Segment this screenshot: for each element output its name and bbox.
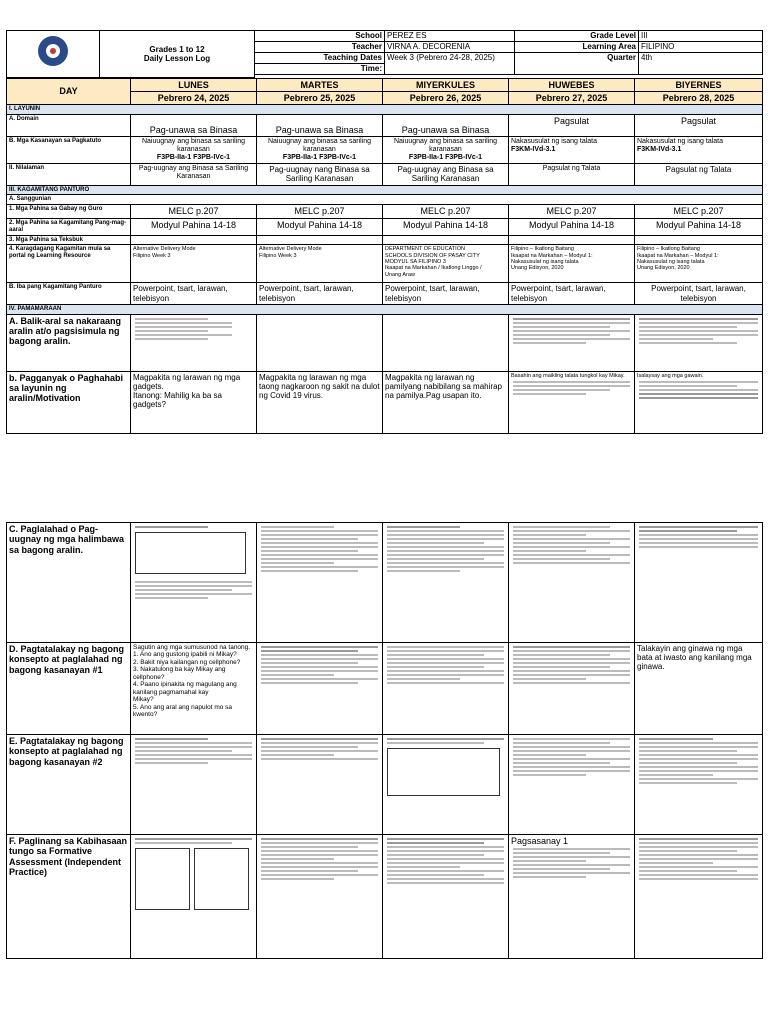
domain-mon: Pag-unawa sa Binasa [131, 115, 257, 137]
pagganyak-thu [509, 371, 635, 433]
day-name-wed: MIYERKULES [383, 78, 509, 91]
teksbuk-fri [635, 235, 763, 245]
nilalaman-tue: Pag-uugnay nang Binasa sa Sariling Karanasan [257, 164, 383, 185]
pagtatalakay-1-thu-image [509, 643, 635, 735]
paglalahad-mon-image [131, 523, 257, 643]
gabay-wed: MELC p.207 [383, 205, 509, 218]
pagtatalakay-1-tue-image [257, 643, 383, 735]
grade-level-label: Grade Level [515, 31, 639, 42]
pagganyak-wed: Magpakita ng larawan ng pamilyang nabibilang sa mahirap na pamilya.Pag usapan ito. [383, 371, 509, 433]
day-name-mon: LUNES [131, 78, 257, 91]
teksbuk-wed [383, 235, 509, 245]
kagamitang-wed: Modyul Pahina 14-18 [383, 218, 509, 235]
kasanayan-code: F3KM-IVd-3.1 [637, 146, 682, 154]
kasanayan-mon [131, 137, 257, 164]
nilalaman-wed: Pag-uugnay ang Binasa sa Sariling Karanasan [383, 164, 509, 185]
domain-wed: Pag-unawa sa Binasa [383, 115, 509, 137]
kagamitang-thu: Modyul Pahina 14-18 [509, 218, 635, 235]
label-domain: A. Domain [7, 115, 131, 137]
section-layunin: I. LAYUNIN [7, 105, 763, 115]
section-sanggunian: A. Sanggunian [7, 195, 763, 205]
nilalaman-mon: Pag-uugnay ang Binasa sa Sariling Karanasan [131, 164, 257, 185]
page-one [0, 30, 768, 434]
learning-area-value: FILIPINO [639, 42, 763, 53]
teaching-dates-value: Week 3 (Pebrero 24-28, 2025) [385, 53, 515, 75]
gabay-tue: MELC p.207 [257, 205, 383, 218]
label-pagtatalakay-1: D. Pagtatalakay ng bagong konsepto at paglalahad ng bagong kasanayan #1 [7, 643, 131, 735]
pagtatalakay-2-tue-image [257, 735, 383, 835]
quarter-label: Quarter [515, 53, 639, 75]
iba-pang-thu: Powerpoint, tsart, larawan, telebisyon [509, 283, 635, 304]
time-label: Time: [255, 64, 385, 75]
paglinang-fri-image [635, 835, 763, 959]
pagganyak-mon: Magpakita ng larawan ng mga gadgets. Itanong: Mahilig ka ba sa gadgets? [131, 371, 257, 433]
balik-aral-wed [383, 314, 509, 371]
paglalahad-tue-image [257, 523, 383, 643]
day-date-wed: Pebrero 26, 2025 [383, 91, 509, 104]
label-gabay: 1. Mga Pahina sa Gabay ng Guro [7, 205, 131, 218]
pagtatalakay-1-mon: Sagutin ang mga sumusunod na tanong. 1. Ano ang gustong ipabili ni Mikay? 2. Bakit niya kailangan ng cellphone? 3. Nakatulong ba kay Mikay ang cellphone? 4. Paano ipinakita ng magulang ang kanilang pagmamahal kay Mikay? 5. Ano ang aral ang napulot mo sa kwento? [131, 643, 257, 735]
nilalaman-thu: Pagsulat ng Talata [509, 164, 635, 185]
pagtatalakay-2-thu-image [509, 735, 635, 835]
paglalahad-fri-image [635, 523, 763, 643]
kasanayan-code: F3KM-IVd-3.1 [511, 146, 556, 154]
day-date-mon: Pebrero 24, 2025 [131, 91, 257, 104]
karagdagang-mon: Alternative Delivery Mode Filipino Week 3 [131, 245, 257, 283]
pagtatalakay-2-wed-image [383, 735, 509, 835]
deped-logo-cell [7, 31, 100, 78]
kasanayan-code: F3PB-IIa-1 F3PB-IVc-1 [282, 154, 357, 162]
kasanayan-code: F3PB-IIa-1 F3PB-IVc-1 [156, 154, 231, 162]
label-paglinang: F. Paglinang sa Kabihasaan tungo sa Formative Assessment (Independent Practice) [7, 835, 131, 959]
pagganyak-fri-text: Isalaysay ang mga gawain. [637, 372, 704, 379]
balik-aral-thu-image [509, 314, 635, 371]
gabay-fri: MELC p.207 [635, 205, 763, 218]
label-karagdagang: 4. Karagdagang Kagamitan mula sa portal ng Learning Resource [7, 245, 131, 283]
kasanayan-tue [257, 137, 383, 164]
title-dll: Daily Lesson Log [143, 53, 211, 63]
pagtatalakay-2-mon-image [131, 735, 257, 835]
lesson-table [6, 78, 763, 434]
kagamitang-tue: Modyul Pahina 14-18 [257, 218, 383, 235]
pagganyak-fri [635, 371, 763, 433]
pagtatalakay-2-fri-image [635, 735, 763, 835]
label-pagtatalakay-2: E. Pagtatalakay ng bagong konsepto at paglalahad ng bagong kasanayan #2 [7, 735, 131, 835]
kasanayan-text: Naiuugnay ang binasa sa sariling karanasan [393, 138, 498, 154]
teksbuk-thu [509, 235, 635, 245]
kasanayan-text: Naiuugnay ang binasa sa sariling karanasan [267, 138, 372, 154]
gabay-thu: MELC p.207 [509, 205, 635, 218]
pagganyak-tue: Magpakita ng larawan ng mga taong nagkaroon ng sakit na dulot ng Covid 19 virus. [257, 371, 383, 433]
teacher-value: VIRNA A. DECORENIA [385, 42, 515, 53]
title-cell [100, 31, 255, 78]
domain-thu: Pagsulat [509, 115, 635, 137]
paglinang-mon-image [131, 835, 257, 959]
day-name-thu: HUWEBES [509, 78, 635, 91]
day-name-tue: MARTES [257, 78, 383, 91]
paglinang-thu [509, 835, 635, 959]
karagdagang-tue: Alternative Delivery Mode Filipino Week 3 [257, 245, 383, 283]
teacher-label: Teacher [255, 42, 385, 53]
domain-fri: Pagsulat [635, 115, 763, 137]
balik-aral-fri-image [635, 314, 763, 371]
school-label: School [255, 31, 385, 42]
label-kagamitang-mag: 2. Mga Pahina sa Kagamitang Pang-mag-aaral [7, 218, 131, 235]
pagganyak-thu-text: Basahin ang maikling talata tungkol kay Mikay. [511, 372, 625, 379]
school-value: PEREZ ES [385, 31, 515, 42]
kasanayan-text: Naiuugnay ang binasa sa sariling karanasan [141, 138, 246, 154]
iba-pang-tue: Powerpoint, tsart, larawan, telebisyon [257, 283, 383, 304]
label-kasanayan: B. Mga Kasanayan sa Pagkatuto [7, 137, 131, 164]
day-name-fri: BIYERNES [635, 78, 763, 91]
label-balik-aral: A. Balik-aral sa nakaraang aralin at/o pagsisimula ng bagong aralin. [7, 314, 131, 371]
kagamitang-mon: Modyul Pahina 14-18 [131, 218, 257, 235]
day-header: DAY [7, 78, 131, 105]
paglalahad-wed-image [383, 523, 509, 643]
label-pagganyak: b. Pagganyak o Paghahabi sa layunin ng aralin/Motivation [7, 371, 131, 433]
gabay-mon: MELC p.207 [131, 205, 257, 218]
kasanayan-text: Nakasusulat ng isang talata [511, 138, 597, 146]
paglinang-tue-image [257, 835, 383, 959]
karagdagang-fri: Filipino – Ikatlong Baitang Ikaapat na Markahan – Modyul 1: Nakasusulat ng isang talata Unang Edisyon, 2020 [635, 245, 763, 283]
quarter-value: 4th [639, 53, 763, 75]
kagamitang-fri: Modyul Pahina 14-18 [635, 218, 763, 235]
nilalaman-fri: Pagsulat ng Talata [635, 164, 763, 185]
karagdagang-wed: DEPARTMENT OF EDUCATION SCHOOLS DIVISION OF PASAY CITY MODYUL SA FILIPINO 3 Ikaapat na Markahan / Ikatlong Linggo / Unang Araw [383, 245, 509, 283]
karagdagang-thu: Filipino – Ikatlong Baitang Ikaapat na Markahan – Modyul 1: Nakasusulat ng isang talata Unang Edisyon, 2020 [509, 245, 635, 283]
kasanayan-fri [635, 137, 763, 164]
iba-pang-fri: Powerpoint, tsart, larawan, telebisyon [635, 283, 763, 304]
teksbuk-tue [257, 235, 383, 245]
header-table [6, 30, 763, 78]
pagsasanay-title: Pagsasanay 1 [511, 836, 569, 846]
day-date-thu: Pebrero 27, 2025 [509, 91, 635, 104]
paglinang-wed-image [383, 835, 509, 959]
deped-seal-logo [38, 36, 68, 66]
teksbuk-mon [131, 235, 257, 245]
section-pamamaraan: IV. PAMAMARAAN [7, 304, 763, 314]
iba-pang-mon: Powerpoint, tsart, larawan, telebisyon [131, 283, 257, 304]
kasanayan-code: F3PB-IIa-1 F3PB-IVc-1 [408, 154, 483, 162]
balik-aral-mon-image [131, 314, 257, 371]
day-date-tue: Pebrero 25, 2025 [257, 91, 383, 104]
lesson-table-continued [6, 522, 763, 959]
day-date-fri: Pebrero 28, 2025 [635, 91, 763, 104]
iba-pang-wed: Powerpoint, tsart, larawan, telebisyon [383, 283, 509, 304]
pagtatalakay-1-fri: Talakayin ang ginawa ng mga bata at iwasto ang kanilang mga ginawa. [635, 643, 763, 735]
kasanayan-wed [383, 137, 509, 164]
balik-aral-tue [257, 314, 383, 371]
label-paglalahad: C. Paglalahad o Pag-uugnay ng mga halimbawa sa bagong aralin. [7, 523, 131, 643]
paglalahad-thu-image [509, 523, 635, 643]
kasanayan-thu [509, 137, 635, 164]
label-iba-pang: B. Iba pang Kagamitang Panturo [7, 283, 131, 304]
title-grades: Grades 1 to 12 [149, 44, 205, 54]
pagtatalakay-1-wed-image [383, 643, 509, 735]
kasanayan-text: Nakasusulat ng isang talata [637, 138, 723, 146]
teaching-dates-label: Teaching Dates [255, 53, 385, 64]
label-nilalaman: II. Nilalaman [7, 164, 131, 185]
grade-level-value: III [639, 31, 763, 42]
domain-tue: Pag-unawa sa Binasa [257, 115, 383, 137]
learning-area-label: Learning Area [515, 42, 639, 53]
page-two [0, 522, 768, 959]
label-teksbuk: 3. Mga Pahina sa Teksbuk [7, 235, 131, 245]
section-kagamitan: III. KAGAMITANG PANTURO [7, 185, 763, 195]
